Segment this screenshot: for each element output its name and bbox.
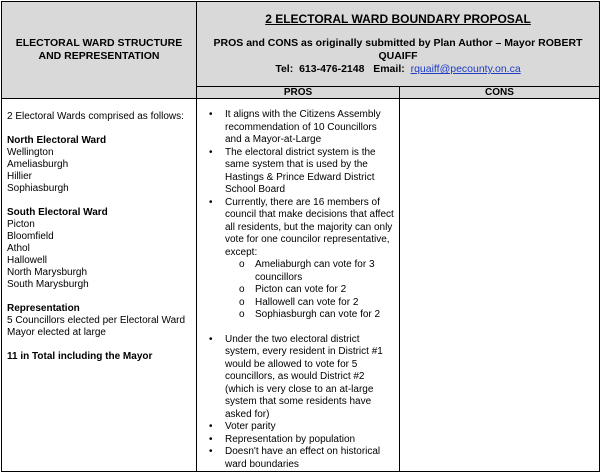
pros-item xyxy=(209,433,395,447)
pros-column-header: PROS xyxy=(197,87,400,99)
pros-item-text: Under the two electoral district system, every resident in District #1 would be allowed to vote for 5 councillors, as would District #2 (which is very close to an at-large system that some residents have asked for) xyxy=(225,333,383,420)
north-ward-item: Ameliasburgh xyxy=(7,159,69,170)
south-ward-item: Bloomfield xyxy=(7,231,54,242)
representation-heading: Representation xyxy=(7,303,80,314)
pros-sub-item xyxy=(239,296,395,310)
bullet-icon: • xyxy=(209,433,213,445)
pros-item xyxy=(209,421,395,434)
south-ward-heading: South Electoral Ward xyxy=(7,207,108,218)
proposal-table xyxy=(1,1,600,472)
proposal-title: 2 ELECTORAL WARD BOUNDARY PROPOSAL xyxy=(265,12,531,26)
email-link[interactable]: rquaiff@pecounty.on.ca xyxy=(410,63,521,75)
structure-cell xyxy=(2,99,197,472)
bullet-icon: • xyxy=(209,421,213,432)
pros-sub-item xyxy=(239,284,395,297)
circle-bullet-icon: o xyxy=(239,296,245,308)
pros-sub-item-text: Ameliaburgh can vote for 3 councillors xyxy=(255,259,375,283)
pros-item xyxy=(209,109,395,147)
pros-sub-item-text: Sophiasburgh can vote for 2 xyxy=(255,309,381,320)
circle-bullet-icon: o xyxy=(239,284,245,295)
south-ward-item: North Marysburgh xyxy=(7,267,88,278)
pros-sub-list xyxy=(225,259,395,322)
pros-sub-item-text: Picton can vote for 2 xyxy=(255,284,347,295)
north-ward-heading: North Electoral Ward xyxy=(7,135,107,146)
south-ward-item: Picton xyxy=(7,219,35,230)
structure-header-line1: ELECTORAL WARD STRUCTURE xyxy=(15,37,183,49)
structure-header-cell xyxy=(2,2,197,99)
tel-label: Tel: xyxy=(275,63,294,75)
pros-item-text: Voter parity xyxy=(225,421,276,432)
pros-sub-item xyxy=(239,309,395,322)
pros-list xyxy=(197,109,395,322)
pros-cell xyxy=(197,99,400,472)
south-ward-item: South Marysburgh xyxy=(7,279,89,290)
cons-cell xyxy=(400,99,600,472)
south-ward-item: Athol xyxy=(7,243,30,254)
south-ward-item: Hallowell xyxy=(7,255,48,266)
header-row xyxy=(2,2,600,87)
pros-item xyxy=(209,146,395,197)
bullet-icon: • xyxy=(209,146,213,158)
contact-line xyxy=(197,63,599,76)
pros-item xyxy=(209,196,395,322)
pros-item-text: Doesn't have an effect on historical ward boundaries xyxy=(225,446,381,470)
pros-item xyxy=(209,333,395,422)
pros-sub-item xyxy=(239,259,395,284)
pros-item-text: The electoral district system is the same system that is used by the Hastings & Prince Edward District School Board xyxy=(225,146,376,195)
circle-bullet-icon: o xyxy=(239,259,245,270)
email-label: Email: xyxy=(373,63,405,75)
structure-header-line2: AND REPRESENTATION xyxy=(38,50,160,62)
circle-bullet-icon: o xyxy=(239,309,245,320)
pros-item xyxy=(209,446,395,471)
north-ward-item: Hillier xyxy=(7,171,32,182)
structure-intro: 2 Electoral Wards comprised as follows: xyxy=(7,111,184,122)
bullet-icon: • xyxy=(209,109,213,120)
bullet-icon: • xyxy=(209,333,213,345)
proposal-header-cell xyxy=(197,2,600,87)
proposal-subtitle: PROS and CONS as originally submitted by Plan Author – Mayor ROBERT QUAIFF xyxy=(213,37,583,62)
bullet-icon: • xyxy=(209,196,213,208)
representation-line: 5 Councillors elected per Electoral Ward xyxy=(7,315,186,326)
total-summary: 11 in Total including the Mayor xyxy=(7,351,153,362)
pros-list-continued xyxy=(197,334,395,472)
pros-sub-item-text: Hallowell can vote for 2 xyxy=(255,296,359,308)
pros-item-text: Currently, there are 16 members of council that make decisions that affect all residents, but the majority can only vote for one councilor representative, except: xyxy=(225,196,394,258)
cons-column-header: CONS xyxy=(400,87,600,99)
pros-item-text: It aligns with the Citizens Assembly recommendation of 10 Councillors and a Mayor-at-Large xyxy=(225,109,381,145)
pros-item-text: Representation by population xyxy=(225,433,356,445)
north-ward-item: Sophiasburgh xyxy=(7,183,69,194)
tel-value: 613-476-2148 xyxy=(299,63,365,75)
content-row xyxy=(2,99,600,472)
representation-line: Mayor elected at large xyxy=(7,327,106,338)
bullet-icon: • xyxy=(209,446,213,457)
north-ward-item: Wellington xyxy=(7,147,54,158)
